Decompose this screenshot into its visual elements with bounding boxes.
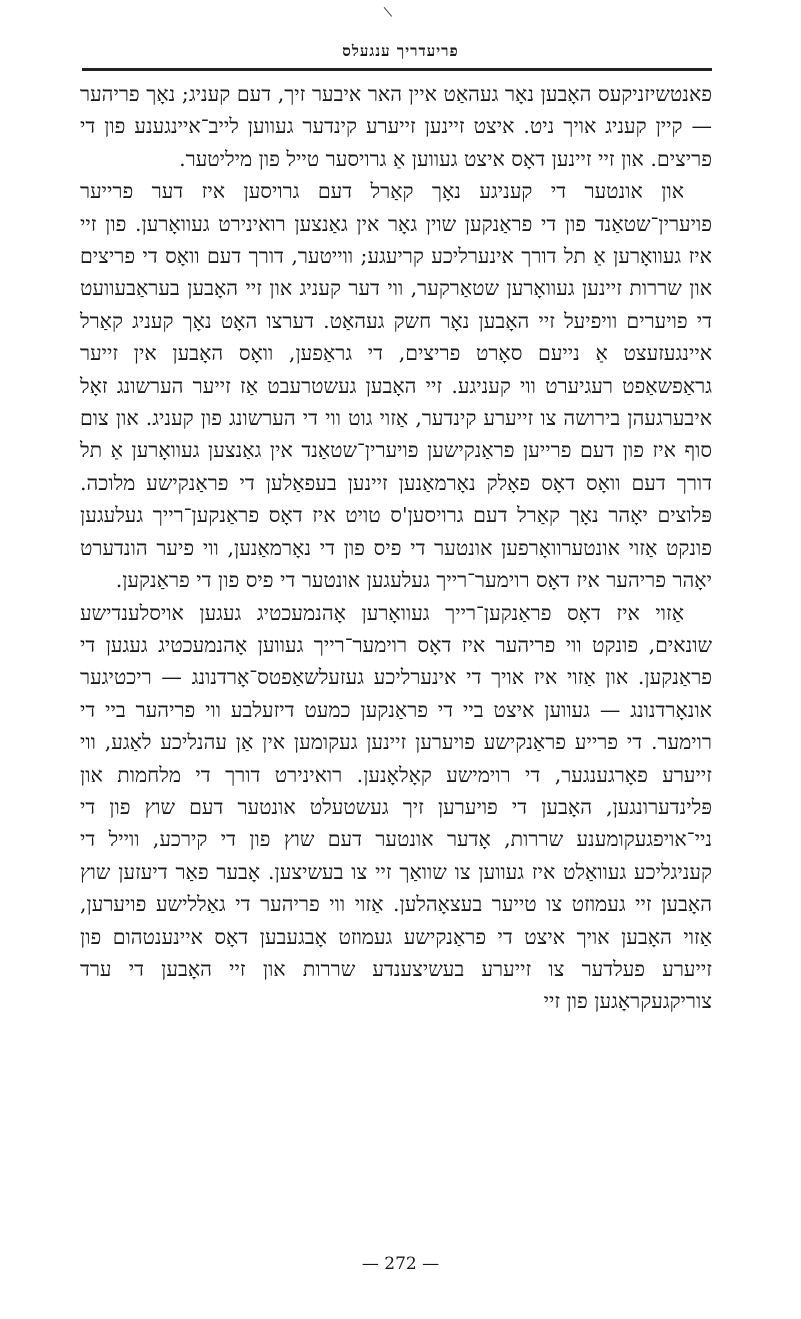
paragraph-1: פאנטשיזניקעס האָבען נאָר געהאַט איין האר איבער זיך, דעם קעניג; נאָך פריהער — קיין קעניג אויך ניט. איצט זיינען זייערע קינדער געווען לייב־איינגענע פון די פריצים. און זיי זיינען דאָס איצט געווען אַ גרויסער טייל פון מיליטער. [80,82,712,171]
corner-pen-mark [384,0,402,17]
paragraph-3: אַזוי איז דאָס פראַנקען־רייך געוואָרען אָהנמעכטיג געגען אויסלענדישע שונאים, פונקט ווי פריהער איז דאָס רוימער־רייך געווען אָהנמעכטיג געגען די פראַנקען. און אַזוי איז אויך די אינערליכע געזעלשאַפטס־אָרדנונג — ריכטיגער אונאָרדנונג — געווען איצט ביי די פראַנקען כמעט דיזעלבע ווי פריהער ביי די רוימער. די פרייע פראַנקישע פויערען זיינען געקומען אין אַן עהנליכע לאַגע, ווי זייערע פאָרגענגער, די רוימישע קאָלאָנען. רואינירט דורך די מלחמות און פּלינדערונגען, האָבען די פויערען זיך געשטעלט אונטער דעם שוץ פון די ניי־אויפגעקומענע שררות, אָדער אונטער דעם שוץ פון די קירכע, ווייל די קעניגליכע געוואַלט איז געווען צו שוואַך זיי צו בעשיצען. אָבער פאַר דיעזען שוץ האָבען זיי געמוזט צו טייער בעצאָהלען. אַזוי ווי פריהער די גאַללישע פויערען, אַזוי האָבען אויך איצט די פראַנקישע געמוזט אָבגעבען דאָס איינענטהום פון זייערע פעלדער צו זייערע בעשיצענדע שררות און זיי האָבען די ערד צוריקגעקראָגען פון זיי [80,600,713,1014]
paragraph-2: און אונטער די קעניגע נאָך קאַרל דעם גרויסען איז דער פרייער פויערין־שטאַנד פון די פראַנקען שוין גאָר אין גאַנצען רואינירט געוואָרען. פון זיי איז געוואָרען אַ תל דורך אינערליכע קריעגע; ווייטער, דורך דעם וואָס די פריצים און שררות זיינען געוואָרען שטאַרקער, ווי דער קעניג און זיי האָבען בעראַבעוועט די פויערים וויפיעל זיי האָבען נאָר חשק געהאַט. דערצו האָט נאָך קעניג קאַרל איינגעזעצט אַ נייעם סאָרט פריצים, די גראַפען, וואָס האָבען אין זייער גראַפשאַפט רעגיערט ווי קעניגע. זיי האָבען געשטרעבט אַז זייער הערשונג זאָל איבערגעהן בירושה צו זייערע קינדער, אַזוי גוט ווי די הערשונג פון קעניג. און צום סוף איז פון דעם פרייען פראַנקישען פויערין־שטאַנד אין גאַנצען געוואָרען אַ תל דורך דעם וואָס דאָס פאָלק נאָרמאַנען זיינען בעפאַלען די פראַנקישע מלוכה. פּלוצים יאָהר נאָך קאַרל דעם גרויסען'ס טויט איז דאָס פראַנקען־רייך געלעגען פונקט אַזוי אונטערוואָרפען אונטער די פיס פון די נאָרמאַנען, ווי פיער הונדערט יאָהר פריהער איז דאָס רוימער־רייך געלעגען אונטער די פיס פון די פראַנקען. [80,179,712,593]
header-rule [82,68,712,71]
page-number: — 272 — [361,1254,440,1274]
body-text [80,78,712,1018]
running-title: פריעדריך ענגעלס [342,42,459,60]
